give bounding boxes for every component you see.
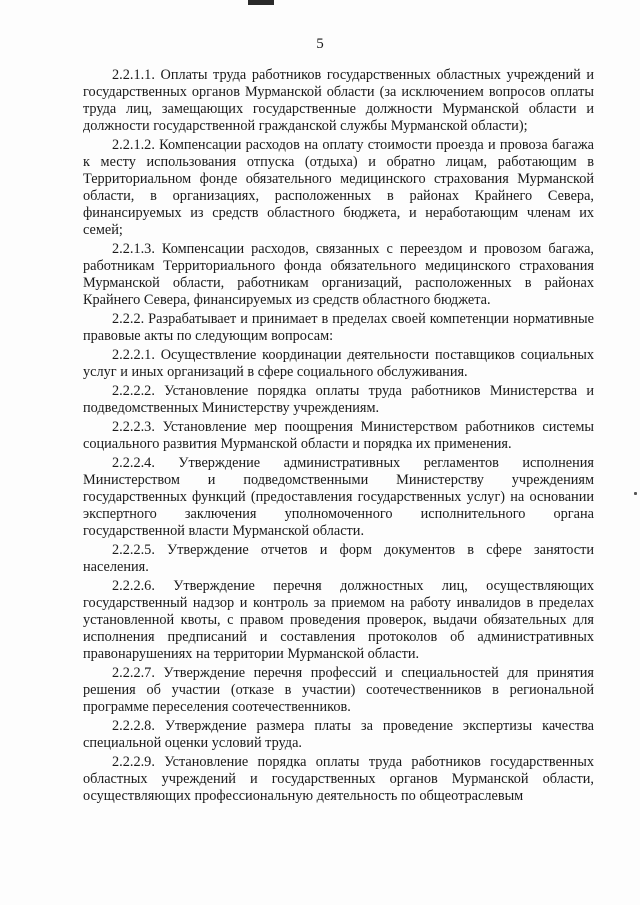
paragraph-2-2-2-2: 2.2.2.2. Установление порядка оплаты труда работников Министерства и подведомственных Министерству учреждениям. <box>83 383 594 416</box>
paragraph-2-2-1-2: 2.2.1.2. Компенсации расходов на оплату стоимости проезда и провоза багажа к месту использования отпуска (отдыха) и обратно лицам, работающим в Территориальном фонде обязательного медицинского страхования Мурманской области, в организациях, расположенных в районах Крайнего Севера, финансируемых из средств областного бюджета, и неработающим членам их семей; <box>83 137 594 238</box>
margin-mark <box>634 492 637 495</box>
paragraph-2-2-2-1: 2.2.2.1. Осуществление координации деятельности поставщиков социальных услуг и иных организаций в сфере социального обслуживания. <box>83 347 594 380</box>
paragraph-2-2-2-5: 2.2.2.5. Утверждение отчетов и форм документов в сфере занятости населения. <box>83 542 594 575</box>
paragraph-2-2-2-4: 2.2.2.4. Утверждение административных регламентов исполнения Министерством и подведомственными Министерству учреждениям государственных функций (предоставления государственных услуг) на основании экспертного заключения уполномоченного исполнительного органа государственной власти Мурманской области. <box>83 455 594 539</box>
paragraph-2-2-1-1: 2.2.1.1. Оплаты труда работников государственных областных учреждений и государственных органов Мурманской области (за исключением вопросов оплаты труда лиц, замещающих государственные должности Мурманской области и должности государственной гражданской службы Мурманской области); <box>83 67 594 134</box>
paragraph-2-2-2-8: 2.2.2.8. Утверждение размера платы за проведение экспертизы качества специальной оценки условий труда. <box>83 718 594 751</box>
page-number: 5 <box>316 36 324 52</box>
paragraph-2-2-2: 2.2.2. Разрабатывает и принимает в пределах своей компетенции нормативные правовые акты по следующим вопросам: <box>83 311 594 344</box>
paragraph-2-2-2-9: 2.2.2.9. Установление порядка оплаты труда работников государственных областных учреждений и государственных органов Мурманской области, осуществляющих профессиональную деятельность по общеотраслевым <box>83 754 594 804</box>
paragraph-2-2-2-6: 2.2.2.6. Утверждение перечня должностных лиц, осуществляющих государственный надзор и контроль за приемом на работу инвалидов в пределах установленной квоты, с правом проведения проверок, выдачи обязательных для исполнения предписаний и составления протоколов об административных правонарушениях на территории Мурманской области. <box>83 578 594 662</box>
document-body <box>83 67 594 807</box>
paragraph-2-2-1-3: 2.2.1.3. Компенсации расходов, связанных с переездом и провозом багажа, работникам Территориального фонда обязательного медицинского страхования Мурманской области, работникам организаций, расположенных в районах Крайнего Севера, финансируемых из средств областного бюджета. <box>83 241 594 308</box>
paragraph-2-2-2-3: 2.2.2.3. Установление мер поощрения Министерством работников системы социального развития Мурманской области и порядка их применения. <box>83 419 594 452</box>
paragraph-2-2-2-7: 2.2.2.7. Утверждение перечня профессий и специальностей для принятия решения об участии (отказе в участии) соотечественников в региональной программе переселения соотечественников. <box>83 665 594 715</box>
scan-mark <box>248 0 274 5</box>
